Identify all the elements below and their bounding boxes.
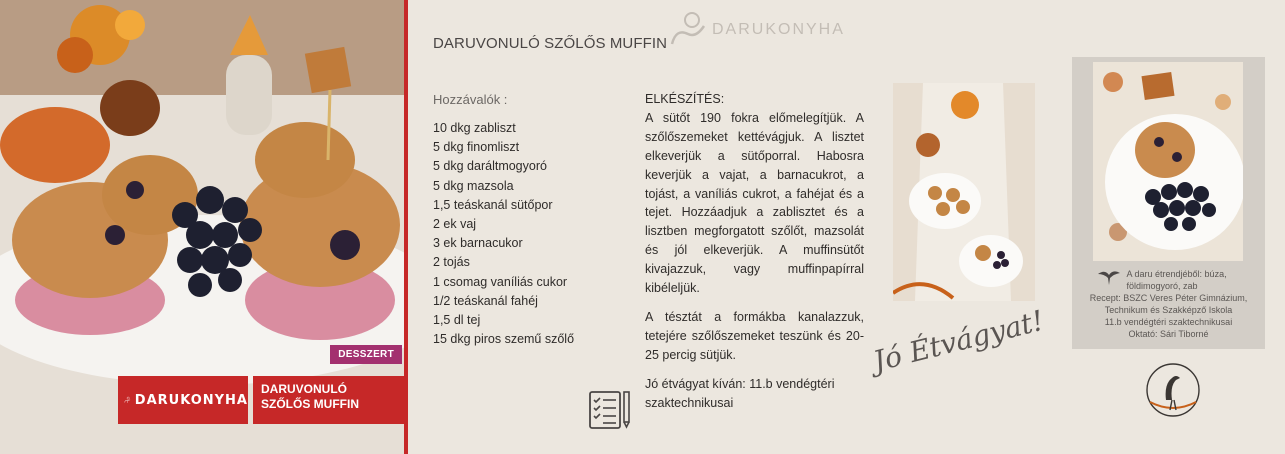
brand-logo	[118, 376, 248, 424]
ingredient-item: 5 dkg daráltmogyoró	[433, 159, 547, 174]
ingredients-heading: Hozzávalók :	[433, 92, 508, 107]
ingredient-item: 15 dkg piros szemű szőlő	[433, 332, 575, 347]
hero-photo	[0, 0, 404, 454]
notepad-icon	[588, 388, 632, 430]
category-badge: DESSZERT	[330, 345, 402, 364]
recipe-title-banner: DARUVONULÓ SZŐLŐS MUFFIN	[253, 376, 404, 424]
ingredient-item: 3 ek barnacukor	[433, 236, 523, 251]
method-paragraph: Jó étvágyat kíván: 11.b vendégtéri szaktechnikusai	[645, 376, 835, 410]
caption-class: 11.b vendégtéri szaktechnikusai	[1104, 317, 1233, 327]
plate-photo	[1093, 62, 1243, 261]
chef-crane-icon	[124, 383, 131, 417]
muffin-plate-illustration	[1093, 62, 1243, 261]
chef-crane-watermark-icon	[668, 12, 708, 48]
ingredient-item: 2 tojás	[433, 255, 470, 270]
page-title: DARUVONULÓ SZŐLŐS MUFFIN	[433, 35, 668, 52]
method-section	[645, 90, 864, 423]
national-park-logo	[1136, 362, 1210, 424]
ingredient-item: 1,5 teáskanál sütőpor	[433, 197, 553, 212]
table-setting-illustration	[893, 83, 1035, 301]
signature-text: Jó Étvágyat!	[870, 303, 1047, 378]
caption-diet: A daru étrendjéből: búza, földimogyoró, zab	[1126, 269, 1227, 291]
ingredient-item: 1/2 teáskanál fahéj	[433, 293, 538, 308]
info-card	[1072, 57, 1265, 349]
ingredient-item: 1 csomag vaníliás cukor	[433, 274, 568, 289]
method-paragraph: A tésztát a formákba kanalazzuk, tetejére szőlőszemeket teszünk és 20-25 percig sütjük.	[645, 309, 864, 362]
card-caption	[1072, 268, 1265, 340]
watermark-text: DARUKONYHA	[712, 21, 845, 38]
ingredients-list	[433, 119, 574, 349]
ingredient-item: 10 dkg zabliszt	[433, 121, 516, 135]
crane-icon	[1097, 268, 1121, 286]
watermark-logo	[668, 12, 845, 48]
caption-recipe: Recept: BSZC Veres Péter Gimnázium, Technikum és Szakképző Iskola	[1089, 293, 1248, 315]
divider-bar	[404, 0, 408, 454]
caption-teacher: Oktató: Sári Tiborné	[1128, 329, 1209, 339]
ingredient-item: 2 ek vaj	[433, 217, 477, 232]
table-photo	[893, 83, 1035, 301]
method-heading: ELKÉSZÍTÉS:	[645, 92, 725, 106]
ingredient-item: 1,5 dl tej	[433, 313, 481, 328]
ingredient-item: 5 dkg mazsola	[433, 178, 514, 193]
method-paragraph: A sütőt 190 fokra előmelegítjük. A szőlőszemeket kettévágjuk. A lisztet elkeverjük a sütőporral. Habosra keverjük a vajat, a barnacukrot, a tojást, a vaníliás cukrot, a fahéjat és a tejet. Hozzáadjuk a zablisztet és a lisztben megforgatott szőlőt, mazsolát és jól elkeverjük. A muffinsütőt kivajazzuk, vagy muffinpapírral kibéleljük.	[645, 110, 864, 296]
brand-logo-text: DARUKONYHA	[134, 392, 248, 408]
ingredient-item: 5 dkg finomliszt	[433, 140, 520, 155]
